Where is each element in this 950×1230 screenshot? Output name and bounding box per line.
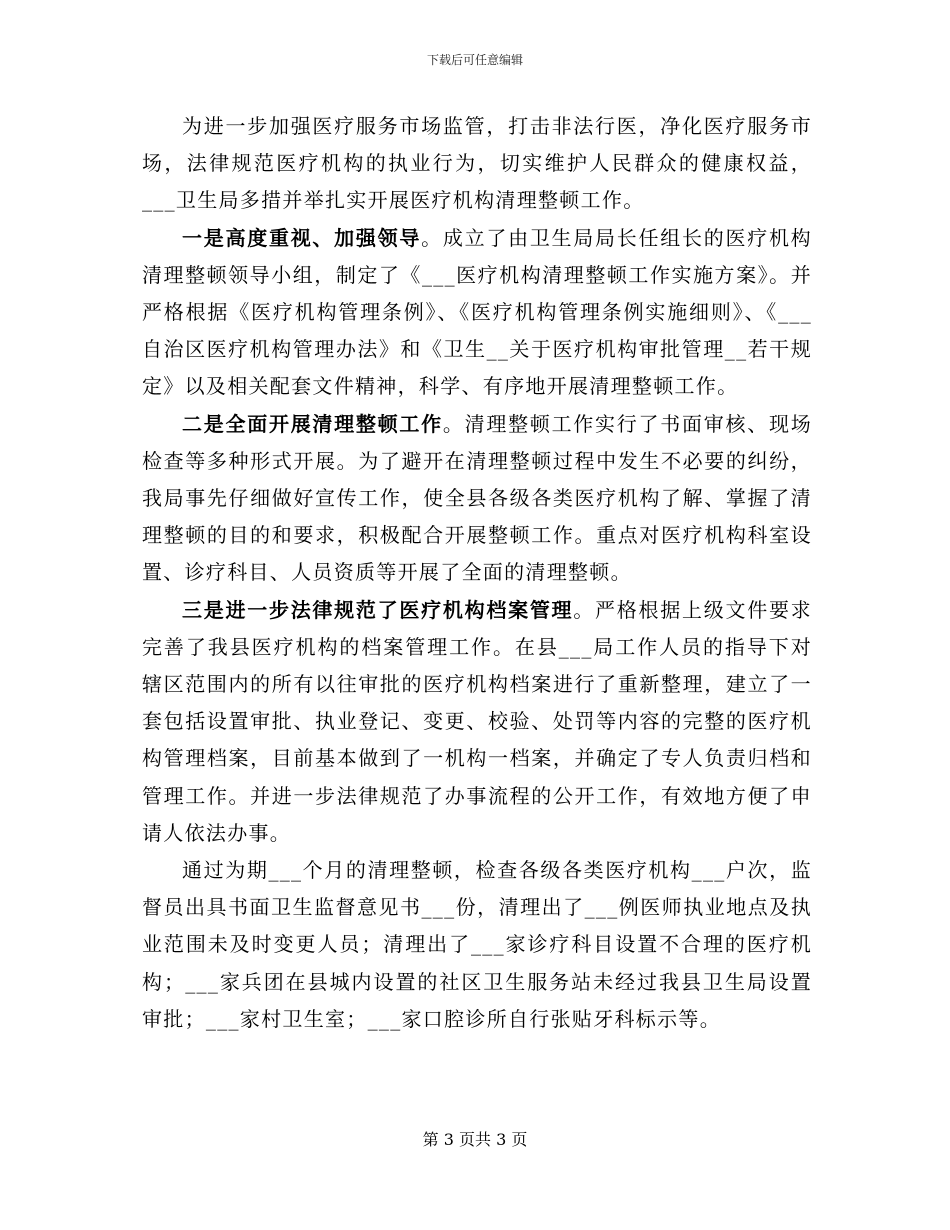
paragraph-text: 。严格根据上级文件要求完善了我县医疗机构的档案管理工作。在县___局工作人员的指导下对辖区范围内的所有以往审批的医疗机构档案进行了重新整理，建立了一套包括设置审批、执业登记、变更、校验、处罚等内容的完整的医疗机构管理档案，目前基本做到了一机构一档案，并确定了专人负责归档和管理工作。并进一步法律规范了办事流程的公开工作，有效地方便了申请人依法办事。 — [142, 597, 812, 845]
paragraph-rectification — [142, 406, 812, 592]
paragraph-results — [142, 852, 812, 1038]
paragraph-text: 为进一步加强医疗服务市场监管，打击非法行医，净化医疗服务市场，法律规范医疗机构的执业行为，切实维护人民群众的健康权益，___卫生局多措并举扎实开展医疗机构清理整顿工作。 — [142, 114, 812, 213]
paragraph-text: 通过为期___个月的清理整顿，检查各级各类医疗机构___户次，监督员出具书面卫生监督意见书___份，清理出了___例医师执业地点及执业范围未及时变更人员；清理出了___家诊疗科目设置不合理的医疗机构；___家兵团在县城内设置的社区卫生服务站未经过我县卫生局设置审批；___家村卫生室；___家口腔诊所自行张贴牙科标示等。 — [142, 858, 812, 1031]
paragraph-text: 。清理整顿工作实行了书面审核、现场检查等多种形式开展。为了避开在清理整顿过程中发生不必要的纠纷，我局事先仔细做好宣传工作，使全县各级各类医疗机构了解、掌握了清理整顿的目的和要求，积极配合开展整顿工作。重点对医疗机构科室设置、诊疗科目、人员资质等开展了全面的清理整顿。 — [142, 411, 812, 585]
paragraph-lead: 一是高度重视、加强领导 — [182, 225, 422, 250]
paragraph-archives — [142, 592, 812, 852]
paragraph-leadership — [142, 220, 812, 406]
paragraph-text: 。成立了由卫生局局长任组长的医疗机构清理整顿领导小组，制定了《___医疗机构清理整顿工作实施方案》。并严格根据《医疗机构管理条例》、《医疗机构管理条例实施细则》、《___自治区医疗机构管理办法》和《卫生__关于医疗机构审批管理__若干规定》以及相关配套文件精神，科学、有序地开展清理整顿工作。 — [142, 225, 812, 399]
paragraph-intro — [142, 108, 812, 220]
paragraph-lead: 二是全面开展清理整顿工作 — [182, 411, 443, 436]
page-header: 下载后可任意编辑 — [426, 53, 523, 67]
paragraph-lead: 三是进一步法律规范了医疗机构档案管理 — [182, 597, 574, 622]
document-body — [142, 108, 812, 1038]
page-number: 第 3 页共 3 页 — [422, 1130, 528, 1149]
